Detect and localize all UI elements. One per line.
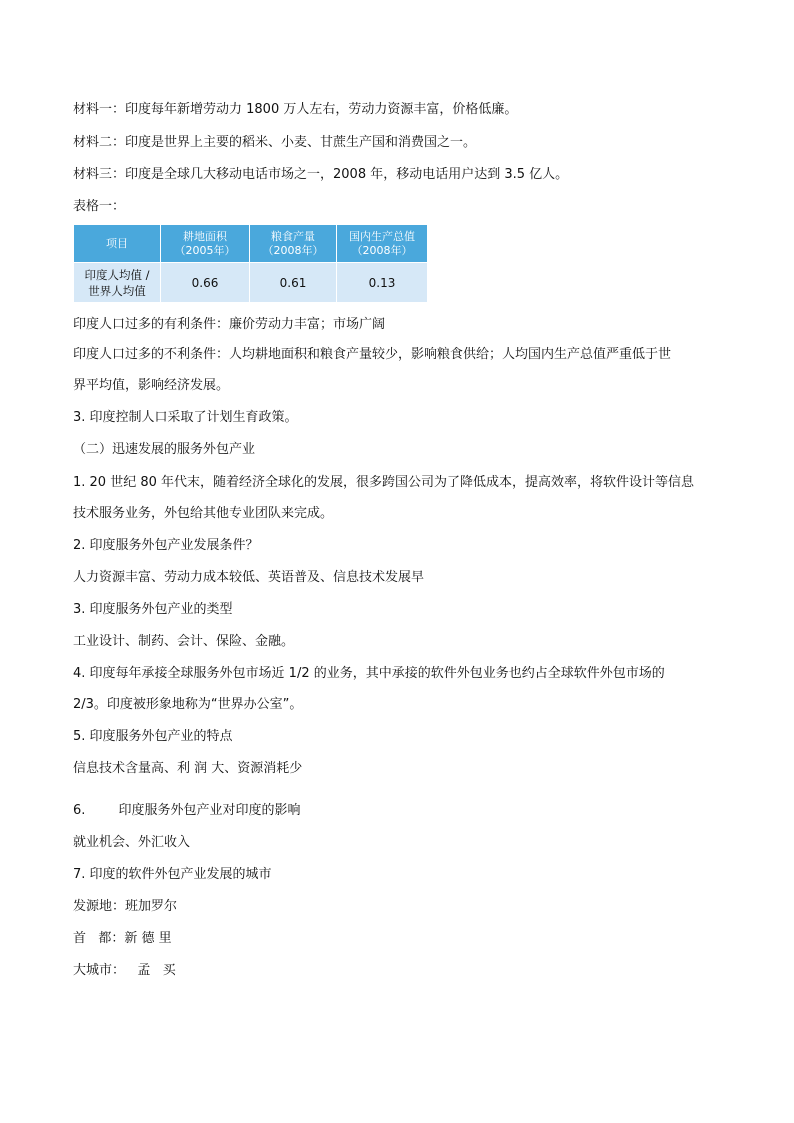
cell-farmland: 0.66 xyxy=(161,263,250,303)
item-6-answer: 就业机会、外汇收入 xyxy=(73,835,191,850)
item-4: 4. 印度每年承接全球服务外包市场近 1/2 的业务，其中承接的软件外包业务也约占全球软件外包市场的 xyxy=(73,666,665,681)
header-farmland: 耕地面积 （2005年） xyxy=(161,225,250,263)
city-large: 大城市： 孟 买 xyxy=(73,963,176,978)
cell-gdp: 0.13 xyxy=(337,263,428,303)
item-5: 5. 印度服务外包产业的特点 xyxy=(73,729,233,744)
section-heading: （二）迅速发展的服务外包产业 xyxy=(73,442,256,457)
item-3-population-policy: 3. 印度控制人口采取了计划生育政策。 xyxy=(73,410,298,425)
city-capital: 首 都：新 德 里 xyxy=(73,931,172,946)
header-item: 项目 xyxy=(74,225,161,263)
material-two: 材料二：印度是世界上主要的稻米、小麦、甘蔗生产国和消费国之一。 xyxy=(73,135,477,150)
cell-grain: 0.61 xyxy=(250,263,337,303)
material-one: 材料一：印度每年新增劳动力 1800 万人左右，劳动力资源丰富，价格低廉。 xyxy=(73,102,518,117)
table-caption: 表格一： xyxy=(73,199,126,214)
unfavorable-conditions-cont: 界平均值，影响经济发展。 xyxy=(73,378,230,393)
unfavorable-conditions: 印度人口过多的不利条件：人均耕地面积和粮食产量较少，影响粮食供给；人均国内生产总值严重低于世 xyxy=(73,347,672,362)
item-2: 2. 印度服务外包产业发展条件？ xyxy=(73,538,259,553)
data-table xyxy=(73,224,428,303)
header-gdp: 国内生产总值 （2008年） xyxy=(337,225,428,263)
item-2-answer: 人力资源丰富、劳动力成本较低、英语普及、信息技术发展早 xyxy=(73,570,425,585)
item-7: 7. 印度的软件外包产业发展的城市 xyxy=(73,867,272,882)
item-3: 3. 印度服务外包产业的类型 xyxy=(73,602,233,617)
item-1-cont: 技术服务业务，外包给其他专业团队来完成。 xyxy=(73,506,334,521)
item-5-answer: 信息技术含量高、利 润 大、资源消耗少 xyxy=(73,761,303,776)
city-origin: 发源地：班加罗尔 xyxy=(73,899,178,914)
item-1: 1. 20 世纪 80 年代末，随着经济全球化的发展，很多跨国公司为了降低成本，提高效率，将软件设计等信息 xyxy=(73,475,695,490)
item-3-answer: 工业设计、制药、会计、保险、金融。 xyxy=(73,634,295,649)
table-row xyxy=(74,263,428,303)
table-header-row xyxy=(74,225,428,263)
material-three: 材料三：印度是全球几大移动电话市场之一，2008 年，移动电话用户达到 3.5 亿人。 xyxy=(73,167,569,182)
favorable-conditions: 印度人口过多的有利条件：廉价劳动力丰富；市场广阔 xyxy=(73,317,386,332)
header-grain: 粮食产量 （2008年） xyxy=(250,225,337,263)
item-6: 6. 印度服务外包产业对印度的影响 xyxy=(73,803,301,818)
row-label: 印度人均值 / 世界人均值 xyxy=(74,263,161,303)
item-4-cont: 2/3。印度被形象地称为“世界办公室”。 xyxy=(73,697,303,712)
